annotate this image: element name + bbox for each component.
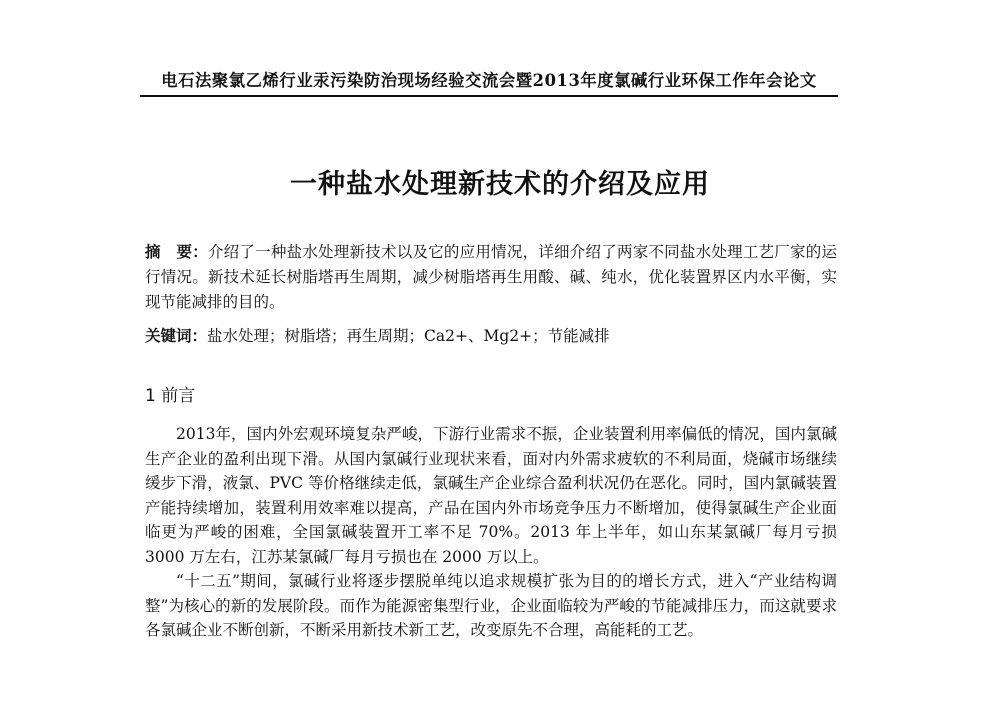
- section-body: [145, 422, 837, 643]
- section-heading: 1 前言: [145, 386, 196, 406]
- body-paragraph: “十二五”期间，氯碱行业将逐步摆脱单纯以追求规模扩张为目的的增长方式，进入“产业结构调整”为核心的新的发展阶段。而作为能源密集型行业，企业面临较为严峻的节能减排压力，而这就要求各氯碱企业不断创新，不断采用新技术新工艺，改变原先不合理，高能耗的工艺。: [145, 572, 837, 639]
- abstract-label: 摘 要：: [145, 242, 208, 261]
- abstract: [145, 239, 837, 315]
- abstract-text: 介绍了一种盐水处理新技术以及它的应用情况，详细介绍了两家不同盐水处理工艺厂家的运行情况。新技术延长树脂塔再生周期，减少树脂塔再生用酸、碱、纯水，优化装置界区内水平衡，实现节能减排的目的。: [145, 243, 837, 311]
- body-paragraph: 2013年，国内外宏观环境复杂严峻，下游行业需求不振，企业装置利用率偏低的情况，国内氯碱生产企业的盈利出现下滑。从国内氯碱行业现状来看，面对内外需求疲软的不利局面，烧碱市场继续缓步下滑，液氯、PVC 等价格继续走低，氯碱生产企业综合盈利状况仍在恶化。同时，国内氯碱装置产能持续增加，装置利用效率难以提高，产品在国内外市场竞争压力不断增加，使得氯碱生产企业面临更为严峻的困难，全国氯碱装置开工率不足 70%。2013 年上半年，如山东某氯碱厂每月亏损 3000 万左右，江苏某氯碱厂每月亏损也在 2000 万以上。: [145, 425, 837, 566]
- header-rule: [140, 95, 838, 97]
- running-header: 电石法聚氯乙烯行业汞污染防治现场经验交流会暨2013年度氯碱行业环保工作年会论文: [161, 71, 817, 90]
- keywords: [145, 323, 837, 349]
- keywords-label: 关键词：: [145, 326, 208, 345]
- paper-title: 一种盐水处理新技术的介绍及应用: [290, 169, 710, 200]
- keywords-text: 盐水处理；树脂塔；再生周期；Ca2+、Mg2+；节能减排: [207, 327, 610, 345]
